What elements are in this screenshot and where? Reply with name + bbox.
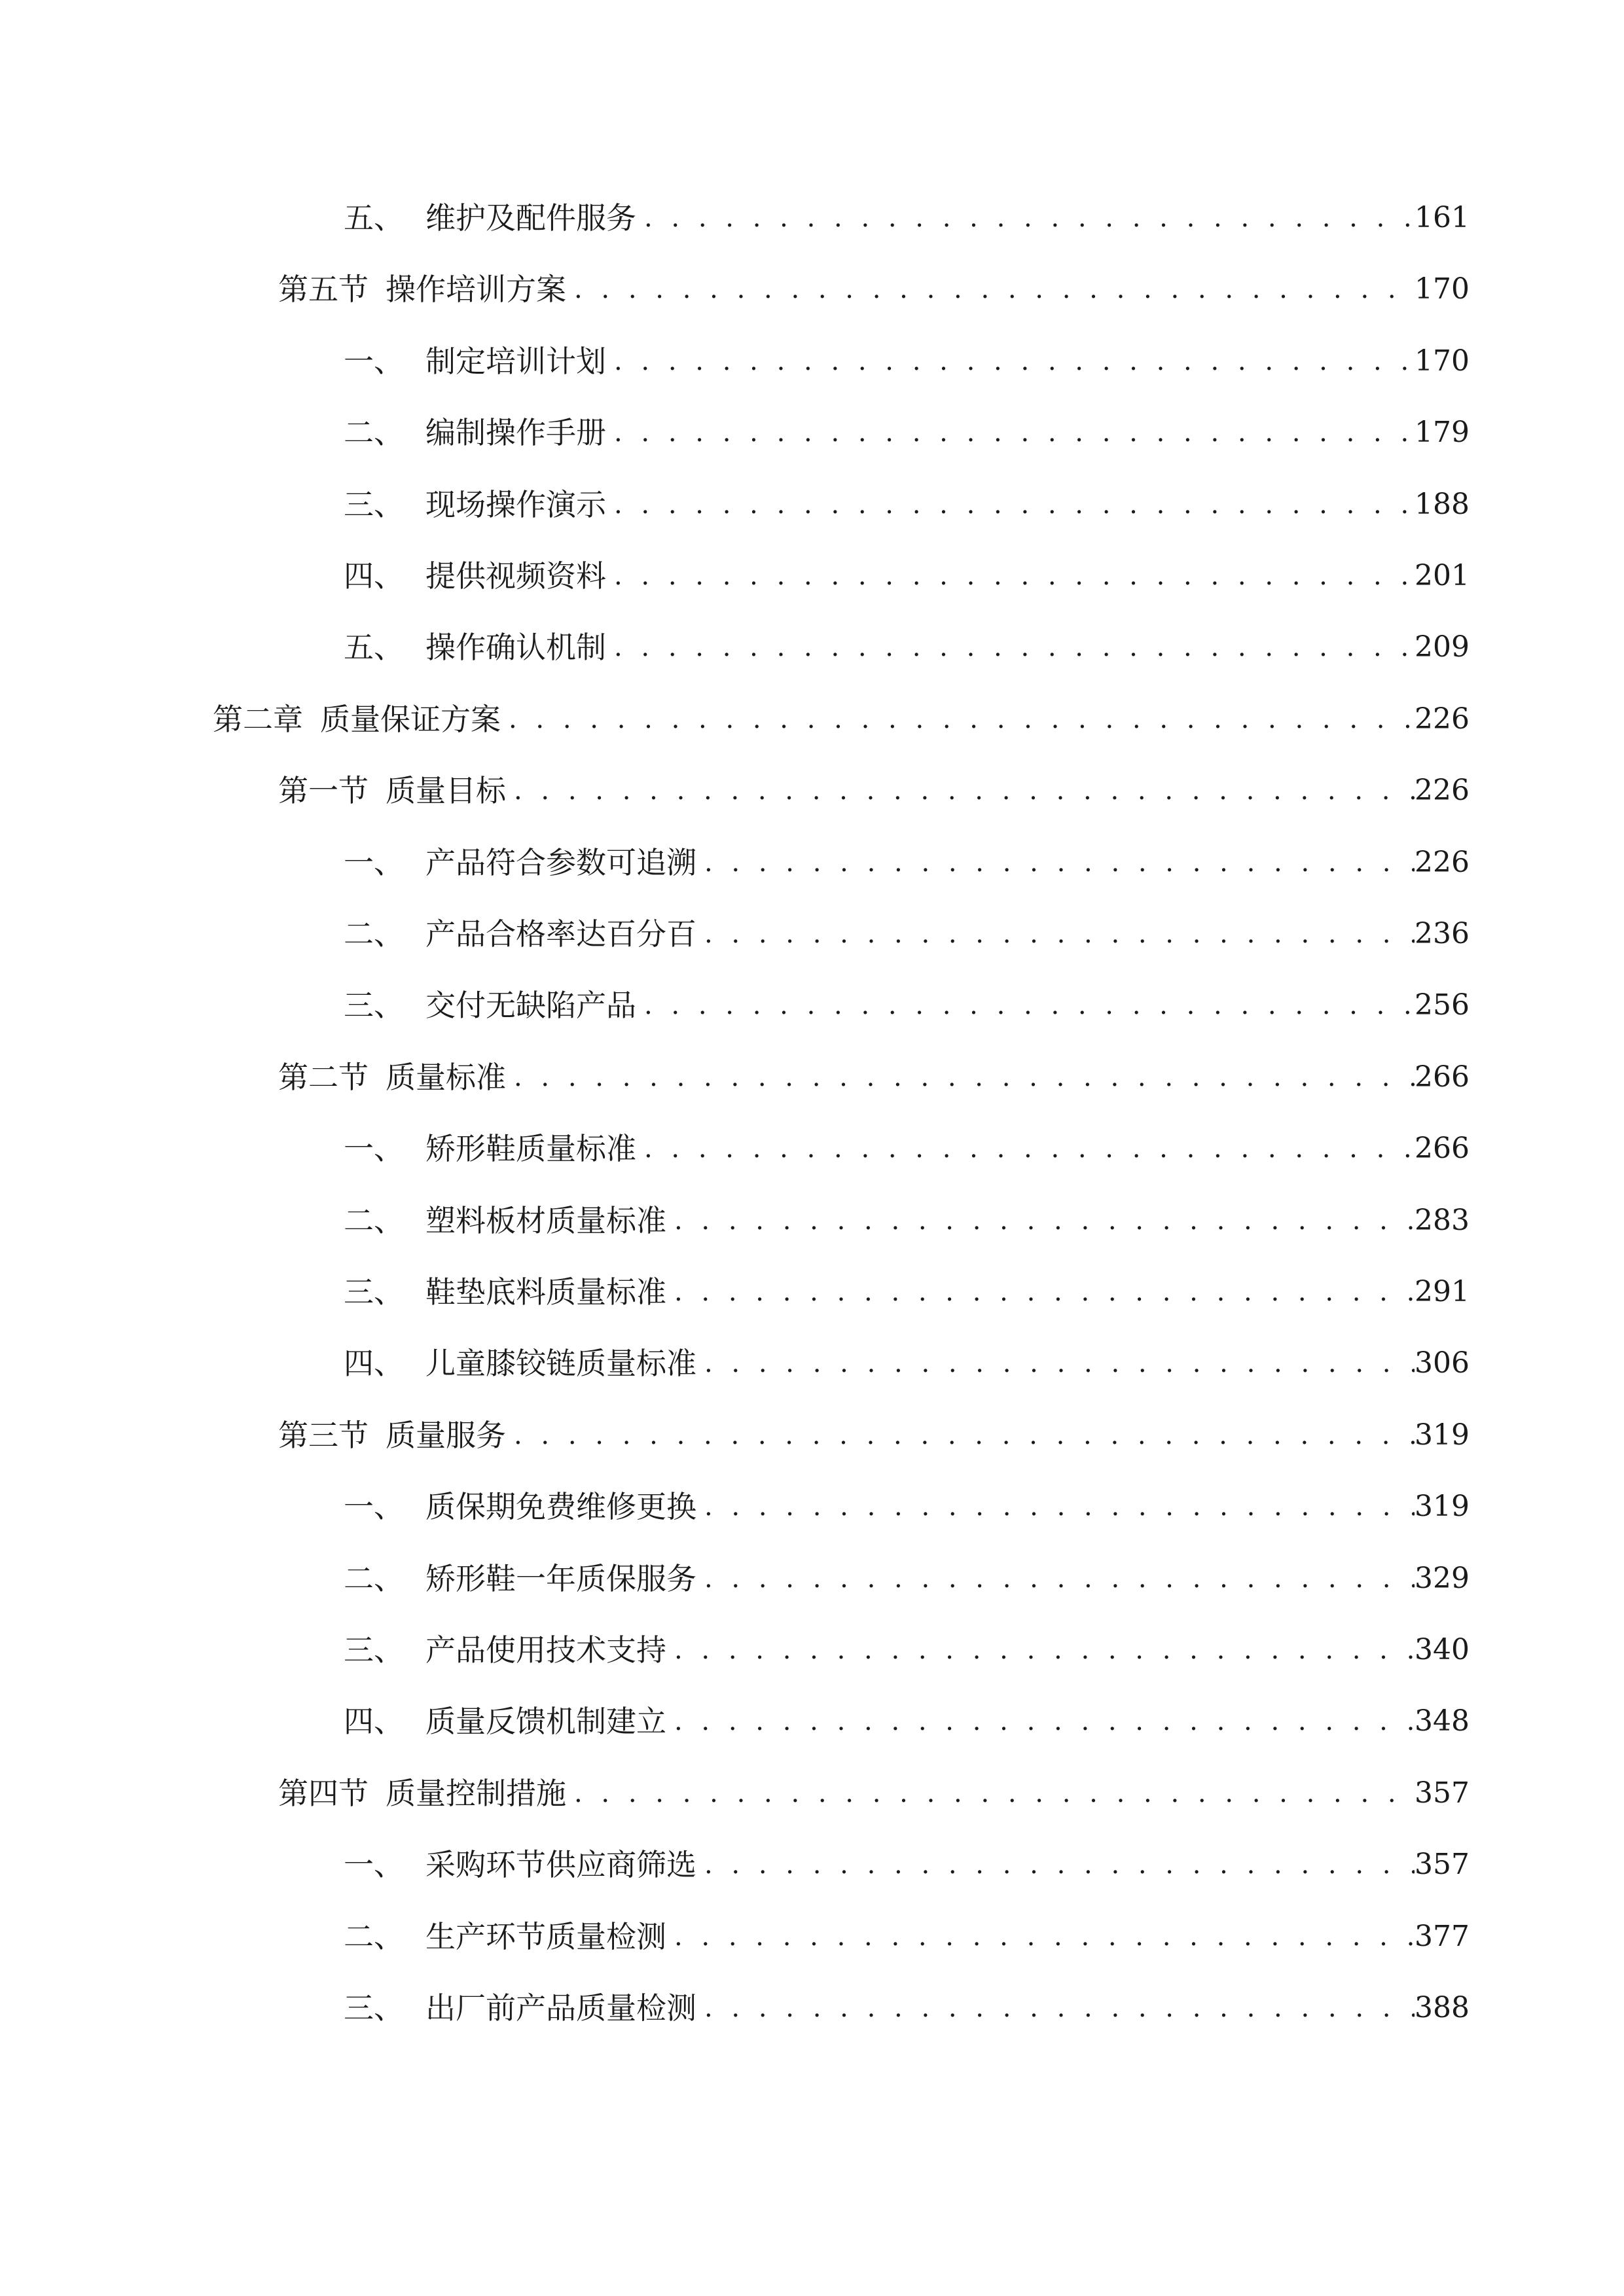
toc-dot-leader (696, 908, 1415, 960)
toc-entry-page-number: 306 (1415, 1346, 1470, 1380)
toc-entry-title: 制定培训计划 (425, 344, 606, 379)
toc-dot-leader (606, 335, 1415, 387)
toc-entry[interactable] (344, 192, 1470, 244)
toc-entry-title: 产品使用技术支持 (425, 1632, 666, 1668)
toc-entry-title: 质量反馈机制建立 (425, 1704, 666, 1739)
toc-dot-leader (636, 192, 1415, 244)
toc-entry[interactable] (344, 1337, 1470, 1390)
toc-entry-page-number: 266 (1415, 1060, 1470, 1094)
toc-entry-title: 出厂前产品质量检测 (425, 1990, 696, 2026)
toc-dot-leader (566, 1767, 1415, 1820)
toc-entry-number: 三、 (344, 1990, 404, 2026)
toc-dot-leader (696, 836, 1415, 889)
toc-entry[interactable] (344, 1266, 1470, 1318)
toc-entry-number: 第二节 (278, 1060, 369, 1095)
toc-dot-leader (666, 1266, 1415, 1318)
toc-entry-title: 产品合格率达百分百 (425, 916, 696, 952)
toc-entry[interactable] (344, 1122, 1470, 1175)
toc-entry[interactable] (278, 764, 1470, 817)
toc-entry-page-number: 188 (1415, 488, 1470, 521)
toc-entry[interactable] (344, 406, 1470, 459)
toc-dot-leader (696, 1337, 1415, 1390)
toc-entry-number: 五、 (344, 200, 404, 236)
toc-entry-number: 三、 (344, 1274, 404, 1310)
toc-entry-number: 二、 (344, 1203, 404, 1238)
toc-entry-page-number: 329 (1415, 1562, 1470, 1595)
toc-entry[interactable] (344, 979, 1470, 1031)
toc-entry-title: 生产环节质量检测 (425, 1919, 666, 1954)
toc-entry-title: 矫形鞋质量标准 (425, 1131, 636, 1166)
toc-dot-leader (506, 764, 1415, 817)
toc-entry-page-number: 319 (1415, 1418, 1470, 1452)
toc-entry-title: 质量标准 (386, 1060, 506, 1095)
toc-entry-number: 第一节 (278, 773, 369, 808)
toc-entry-page-number: 319 (1415, 1490, 1470, 1523)
toc-entry-title: 操作培训方案 (386, 272, 566, 307)
toc-entry-page-number: 357 (1415, 1776, 1470, 1810)
toc-entry-page-number: 266 (1415, 1132, 1470, 1165)
toc-dot-leader (666, 1695, 1415, 1748)
toc-entry-number: 一、 (344, 1847, 404, 1882)
toc-entry-number: 二、 (344, 1561, 404, 1596)
toc-dot-leader (606, 621, 1415, 673)
toc-entry-page-number: 236 (1415, 917, 1470, 950)
toc-entry-title: 现场操作演示 (425, 487, 606, 522)
toc-entry-number: 一、 (344, 344, 404, 379)
toc-entry[interactable] (344, 1839, 1470, 1891)
toc-dot-leader (606, 550, 1415, 602)
toc-entry[interactable] (344, 621, 1470, 673)
toc-entry-number: 一、 (344, 1131, 404, 1166)
toc-entry-page-number: 170 (1415, 344, 1470, 378)
toc-entry[interactable] (213, 693, 1470, 745)
toc-entry-number: 二、 (344, 916, 404, 952)
toc-entry-number: 二、 (344, 415, 404, 450)
toc-entry-title: 质量目标 (386, 773, 506, 808)
toc-entry-title: 质保期免费维修更换 (425, 1489, 696, 1524)
toc-entry[interactable] (278, 1767, 1470, 1820)
toc-entry-number: 第四节 (278, 1776, 369, 1811)
toc-dot-leader (666, 1624, 1415, 1676)
toc-entry-title: 儿童膝铰链质量标准 (425, 1346, 696, 1381)
toc-entry-title: 塑料板材质量标准 (425, 1203, 666, 1238)
toc-entry[interactable] (344, 550, 1470, 602)
toc-entry-title: 产品符合参数可追溯 (425, 845, 696, 880)
toc-entry-title: 编制操作手册 (425, 415, 606, 450)
toc-entry-number: 二、 (344, 1919, 404, 1954)
toc-dot-leader (666, 1910, 1415, 1963)
toc-dot-leader (606, 406, 1415, 459)
toc-entry-page-number: 201 (1415, 559, 1470, 592)
toc-entry-title: 采购环节供应商筛选 (425, 1847, 696, 1882)
toc-entry-page-number: 226 (1415, 774, 1470, 807)
toc-entry[interactable] (344, 335, 1470, 387)
toc-entry-number: 第三节 (278, 1418, 369, 1453)
toc-entry-title: 质量服务 (386, 1418, 506, 1453)
toc-entry[interactable] (344, 1910, 1470, 1963)
toc-entry-title: 交付无缺陷产品 (425, 988, 636, 1023)
toc-entry[interactable] (344, 908, 1470, 960)
toc-entry[interactable] (344, 1480, 1470, 1533)
toc-dot-leader (696, 1552, 1415, 1605)
toc-dot-leader (606, 478, 1415, 531)
toc-entry[interactable] (344, 1695, 1470, 1748)
toc-entry[interactable] (344, 836, 1470, 889)
toc-entry[interactable] (344, 1982, 1470, 2034)
toc-entry-title: 质量控制措施 (386, 1776, 566, 1811)
toc-entry-number: 四、 (344, 1704, 404, 1739)
toc-entry[interactable] (344, 1624, 1470, 1676)
toc-entry[interactable] (278, 263, 1470, 315)
toc-dot-leader (506, 1051, 1415, 1103)
toc-entry[interactable] (278, 1409, 1470, 1462)
toc-entry-page-number: 209 (1415, 630, 1470, 664)
toc-entry-page-number: 340 (1415, 1633, 1470, 1666)
toc-entry[interactable] (344, 1194, 1470, 1247)
toc-dot-leader (506, 1409, 1415, 1462)
toc-entry-title: 质量保证方案 (320, 702, 501, 737)
toc-entry-title: 鞋垫底料质量标准 (425, 1274, 666, 1310)
toc-entry-page-number: 256 (1415, 988, 1470, 1022)
toc-entry-title: 提供视频资料 (425, 558, 606, 594)
toc-entry-page-number: 388 (1415, 1991, 1470, 2024)
toc-entry-number: 四、 (344, 558, 404, 594)
toc-dot-leader (566, 263, 1415, 315)
toc-entry-number: 第二章 (213, 702, 303, 737)
toc-entry-page-number: 357 (1415, 1848, 1470, 1881)
toc-entry-title: 矫形鞋一年质保服务 (425, 1561, 696, 1596)
toc-entry-number: 三、 (344, 988, 404, 1023)
toc-entry-number: 五、 (344, 630, 404, 665)
toc-entry-number: 第五节 (278, 272, 369, 307)
toc-dot-leader (666, 1194, 1415, 1247)
toc-entry-page-number: 291 (1415, 1275, 1470, 1308)
toc-dot-leader (501, 693, 1415, 745)
toc-entry-page-number: 226 (1415, 846, 1470, 879)
toc-entry-number: 一、 (344, 1489, 404, 1524)
toc-dot-leader (696, 1982, 1415, 2034)
toc-entry-number: 一、 (344, 845, 404, 880)
toc-entry-number: 三、 (344, 1632, 404, 1668)
toc-entry-page-number: 377 (1415, 1920, 1470, 1953)
toc-entry-title: 操作确认机制 (425, 630, 606, 665)
toc-entry[interactable] (344, 1552, 1470, 1605)
toc-entry-number: 四、 (344, 1346, 404, 1381)
toc-entry-page-number: 170 (1415, 272, 1470, 306)
toc-entry-page-number: 348 (1415, 1704, 1470, 1738)
toc-entry[interactable] (278, 1051, 1470, 1103)
toc-entry-page-number: 283 (1415, 1204, 1470, 1237)
toc-entry-title: 维护及配件服务 (425, 200, 636, 236)
toc-entry[interactable] (344, 478, 1470, 531)
toc-entry-page-number: 179 (1415, 416, 1470, 449)
toc-dot-leader (636, 1122, 1415, 1175)
toc-dot-leader (636, 979, 1415, 1031)
toc-entry-number: 三、 (344, 487, 404, 522)
toc-dot-leader (696, 1480, 1415, 1533)
toc-dot-leader (696, 1839, 1415, 1891)
toc-entry-page-number: 161 (1415, 201, 1470, 234)
toc-entry-page-number: 226 (1415, 702, 1470, 736)
